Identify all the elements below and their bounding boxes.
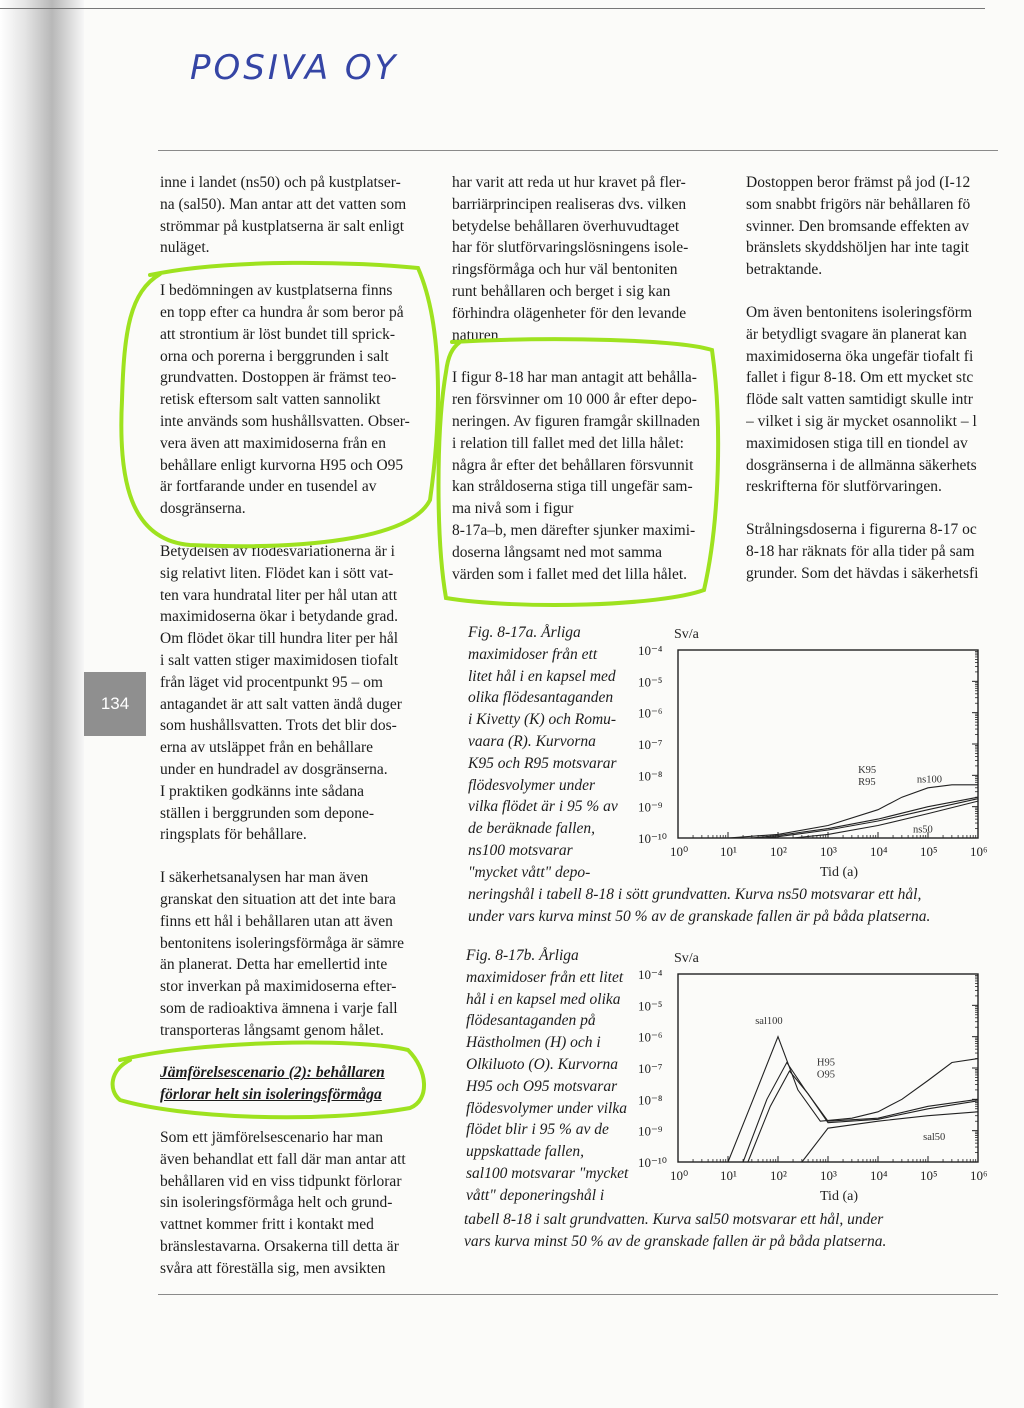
- column-2: [452, 172, 717, 585]
- chart-a-series-label-R95: R95: [858, 776, 876, 788]
- chart-b-ytick-label-3: 10⁻⁷: [638, 1061, 663, 1076]
- c1-para3: Betydelsen av flödesvariationerna är i sig relativt liten. Flödet kan i sött vat- ten vara hundratal liter per hål utan att maximidoserna ökar i betydande grad. Om flödet ökar till hundra liter per hål i salt vatten stiger maximidosen tiofalt från läget vid procentpunkt 95 – om antagandet är att salt vatten ändå duger som hushållsvatten. Trots det blir dos- erna av utsläppet från en behållare under en hundradel av dosgränserna. I praktiken godkänns inte sådana ställen i berggrunden som depone- ringsplats för behållare.: [160, 542, 402, 844]
- c3-para1: Dostoppen beror främst på jod (I-12 som snabbt frigörs när behållaren fö svinner. Den bromsande effekten av bränslets skyddshöljen har inte tagit betraktande.: [746, 174, 971, 279]
- chart-a-xtick-label-3: 10³: [820, 844, 837, 859]
- chart-a-ytick-label-1: 10⁻⁵: [638, 674, 663, 690]
- chart-b-xtick-label-1: 10¹: [720, 1168, 737, 1183]
- chart-b-series-H95: [743, 1063, 978, 1163]
- chart-b-xlabel: Tid (a): [820, 1189, 858, 1204]
- chart-b: [620, 944, 1000, 1211]
- c2-para1: har varit att reda ut hur kravet på fler- barriärprincipen realiseras dvs. vilken betydelse behållaren överhuvudtaget har för slutförvaringslösningens isole- ringsförmåga och hur väl bentoniten runt behållaren och berget i sig kan förhindra olägenheter för den levande naturen.: [452, 174, 689, 344]
- chart-a-series-K95: [752, 797, 978, 838]
- figure-b-caption-wide: tabell 8-18 i salt grundvatten. Kurva sal50 motsvarar ett hål, under vars kurva minst 50 % av de granskade fallen är på båda platserna.: [464, 1211, 887, 1250]
- chart-a-ytick-label-4: 10⁻⁸: [638, 768, 663, 784]
- figure-a-caption: Fig. 8-17a. Årliga maximidoser från ett litet hål i en kapsel med olika flödesantaganden i Kivetty (K) och Romu- vaara (R). Kurvorna K95 och R95 motsvarar flödesvolymer under vilka flödet är i 95 % av de beräknade fallen, ns100 motsvarar "mycket vått" depo-: [468, 624, 618, 881]
- chart-b-xtick-label-2: 10²: [770, 1168, 787, 1183]
- column-1: [160, 172, 432, 1280]
- chart-b-ytick-label-0: 10⁻⁴: [638, 967, 663, 982]
- chart-a-xtick-label-4: 10⁴: [870, 844, 888, 859]
- c3-para2: Om även bentonitens isoleringsförm är betydligt svagare än planerat kan maximidoserna öka ungefär tiofalt fi fallet i figur 8-18. Om ett mycket stc flöde salt vatten samtidigt skulle intr – vilket i sig är mycket osannolikt – l maximidosen stiga till en tiondel av dosgränserna i de allmänna säkerhets reskrifterna för slutförvaringen.: [746, 303, 977, 496]
- chart-a-ytick-label-6: 10⁻¹⁰: [638, 831, 667, 846]
- top-border-line: [0, 8, 985, 9]
- chart-a-series-label-ns100: ns100: [916, 774, 943, 786]
- chart-a: [620, 620, 1000, 887]
- chart-b-xtick-label-4: 10⁴: [870, 1168, 888, 1183]
- figure-b-caption: Fig. 8-17b. Årliga maximidoser från ett litet hål i en kapsel med olika flödesantaganden på Hästholmen (H) och i Olkiluoto (O). Kurvorna H95 och O95 motsvarar flödesvolymer under vilka flödet blir i 95 % av de uppskattade fallen, sal100 motsvarar "mycket vått" deponeringshål i: [466, 947, 629, 1204]
- chart-b-xtick-label-6: 10⁶: [970, 1168, 988, 1183]
- chart-b-series-O95: [748, 1071, 978, 1162]
- footer-rule: [158, 1294, 998, 1295]
- chart-a-xtick-label-6: 10⁶: [970, 844, 988, 859]
- chart-b-ytick-label-1: 10⁻⁵: [638, 998, 663, 1014]
- c1-para2: I bedömningen av kustplatserna finns en topp efter ca hundra år som beror på att strontium är löst bundet till sprick- orna och porerna i berggrunden i salt grundvatten. Dostoppen är främst teo- retisk eftersom salt vatten sannolikt inte används som hushållsvatten. Obser- vera även att maximidoserna från en behållare enligt kurvorna H95 och O95 är fortfarande under en tusendel av dosgränserna.: [160, 282, 410, 518]
- chart-a-ytick-label-2: 10⁻⁶: [638, 705, 663, 721]
- chart-a-series-label-K95: K95: [858, 764, 877, 776]
- chart-b-series-label-sal50: sal50: [923, 1132, 946, 1144]
- chart-b-ytick-label-4: 10⁻⁸: [638, 1092, 663, 1108]
- c2-para2: I figur 8-18 har man antagit att behålla- ren försvinner om 10 000 år efter depo- neringen. Av figuren framgår skillnaden i relation till fallet med det lilla hålet: några år efter det behållaren försvunnit kan stråldoserna stiga till ungefär sam- ma nivå som i figur 8-17a–b, men därefter sjunker maximi- doserna långsamt ned mot samma värden som i fallet med det lilla hålet.: [452, 369, 701, 583]
- chart-b-ytick-label-2: 10⁻⁶: [638, 1029, 663, 1045]
- header-rule: [158, 150, 998, 151]
- page-number: 134: [100, 694, 130, 713]
- chart-a-svg: [620, 620, 1000, 882]
- chart-b-ytick-label-5: 10⁻⁹: [638, 1123, 663, 1139]
- chart-a-ytick-label-5: 10⁻⁹: [638, 799, 663, 815]
- chart-b-series-label-H95: H95: [816, 1057, 836, 1069]
- chart-a-plot-frame: [678, 650, 978, 838]
- chart-b-series-label-O95: O95: [816, 1069, 836, 1081]
- c1-para1: inne i landet (ns50) och på kustplatser- na (sal50). Man antar att det vatten som strömmar på kustplatserna är salt enligt nuläget.: [160, 174, 407, 257]
- chart-a-ytick-label-0: 10⁻⁴: [638, 643, 663, 658]
- column-3: [746, 172, 1024, 585]
- chart-b-ytick-label-6: 10⁻¹⁰: [638, 1155, 667, 1170]
- chart-a-xtick-label-1: 10¹: [720, 844, 737, 859]
- chart-a-xlabel: Tid (a): [820, 865, 858, 880]
- chart-b-series-label-sal100: sal100: [755, 1016, 783, 1028]
- chart-b-xtick-label-0: 10⁰: [670, 1168, 689, 1183]
- scan-shadow-strip: [0, 0, 84, 1408]
- c1-para5: Som ett jämförelsescenario har man även behandlat ett fall där man antar att behållaren vid en viss tidpunkt förlorar sin isoleringsförmåga helt och grund- vattnet kommer fritt i kontakt med bränslestavarna. Orsakerna till detta är svåra att föreställa sig, men avsikten: [160, 1129, 406, 1277]
- c1-para4: I säkerhetsanalysen har man även granskat den situation att det inte bara finns ett hål i behållaren utan att även bentonitens isoleringsförmåga är sämre än planerat. Detta har emellertid inte stor inverkan på maximidoserna efter- som de radioaktiva ämnena i varje fall transporteras långsamt genom hålet.: [160, 869, 405, 1039]
- chart-a-ylabel: Sv/a: [674, 627, 699, 642]
- c3-para3: Strålningsdoserna i figurerna 8-17 oc 8-18 har räknats för alla tider på sam grunder. Som det hävdas i säkerhetsfi: [746, 521, 979, 582]
- handwritten-note: POSIVA OY: [190, 48, 399, 88]
- chart-b-xtick-label-5: 10⁵: [920, 1168, 938, 1183]
- page-number-tab: [84, 672, 146, 736]
- chart-a-series-R95: [763, 799, 978, 838]
- chart-a-xtick-label-5: 10⁵: [920, 844, 938, 859]
- chart-a-ytick-label-3: 10⁻⁷: [638, 737, 663, 752]
- chart-b-xtick-label-3: 10³: [820, 1168, 837, 1183]
- chart-a-series-label-ns50: ns50: [912, 824, 933, 836]
- chart-b-ylabel: Sv/a: [674, 951, 699, 966]
- section-heading: Jämförelsescenario (2): behållaren förlorar helt sin isoleringsförmåga: [160, 1064, 385, 1104]
- chart-b-series-sal100: [728, 1037, 978, 1162]
- figure-a-caption-wide: neringshål i tabell 8-18 i sött grundvatten. Kurva ns50 motsvarar ett hål, under vars kurva minst 50 % av de granskade fallen är på båda platserna.: [468, 886, 931, 925]
- chart-a-xtick-label-0: 10⁰: [670, 844, 689, 859]
- chart-a-xtick-label-2: 10²: [770, 844, 787, 859]
- chart-b-series-sal50: [802, 1112, 978, 1162]
- chart-b-svg: [620, 944, 1000, 1206]
